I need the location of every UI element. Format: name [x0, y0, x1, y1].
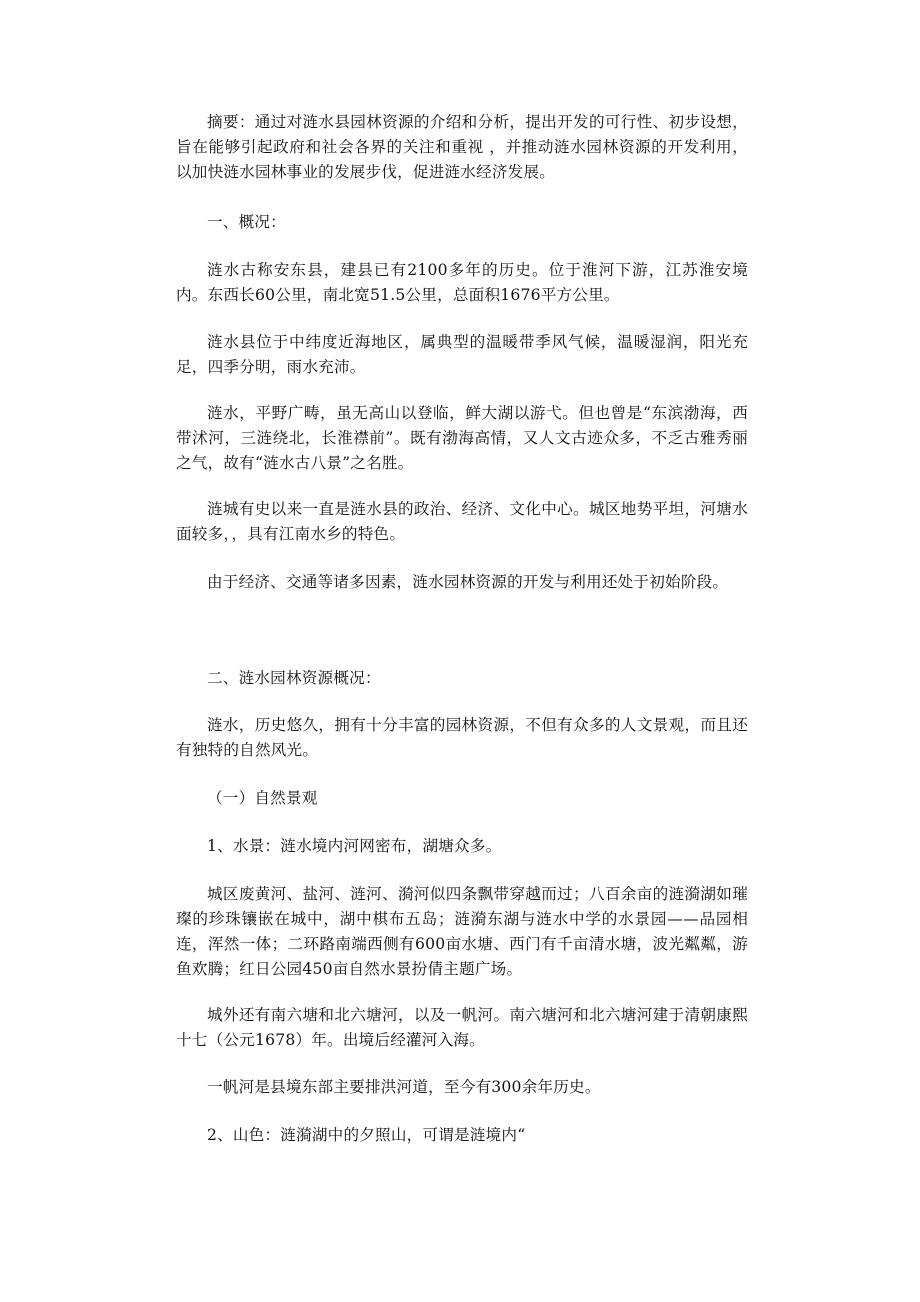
overview-paragraph-landscape: 涟水，平野广畴，虽无高山以登临，鲜大湖以游弋。但也曾是“东滨渤海，西带沭河，三涟绕北，长淮襟前”。既有渤海高情，又人文古迹众多，不乏古雅秀丽之气，故有“涟水古八景”之名胜。: [176, 404, 748, 472]
item-heading-mountain-scenery: 2、山色：涟漪湖中的夕照山，可谓是涟境内“: [207, 1126, 526, 1144]
resources-intro-paragraph: 涟水，历史悠久，拥有十分丰富的园林资源，不但有众多的人文景观，而且还有独特的自然风光。: [176, 716, 748, 759]
item-heading-water-scenery: 1、水景：涟水境内河网密布，湖塘众多。: [207, 837, 502, 855]
water-scenery-paragraph-city: 城区废黄河、盐河、涟河、漪河似四条飘带穿越而过；八百余亩的涟漪湖如璀璨的珍珠镶嵌在城中，湖中棋布五岛；涟漪东湖与涟水中学的水景园——品园相连，浑然一体；二环路南端西侧有600亩水塘、西门有千亩清水塘，波光粼粼，游鱼欢腾；红日公园450亩自然水景扮倩主题广场。: [176, 885, 748, 978]
water-scenery-paragraph-yifan-river: 一帆河是县境东部主要排洪河道，至今有300余年历史。: [207, 1078, 601, 1096]
overview-paragraph-history: 涟水古称安东县，建县已有2100多年的历史。位于淮河下游，江苏淮安境内。东西长60公里，南北宽51.5公里，总面积1676平方公里。: [176, 261, 748, 304]
overview-paragraph-city: 涟城有史以来一直是涟水县的政治、经济、文化中心。城区地势平坦，河塘水面较多，，具有江南水乡的特色。: [176, 500, 748, 543]
water-scenery-paragraph-rivers: 城外还有南六塘和北六塘河，以及一帆河。南六塘河和北六塘河建于清朝康熙十七（公元1678）年。出境后经灌河入海。: [176, 1006, 748, 1049]
overview-paragraph-climate: 涟水县位于中纬度近海地区，属典型的温暖带季风气候，温暖湿润，阳光充足，四季分明，雨水充沛。: [176, 333, 748, 376]
abstract-paragraph: 摘要：通过对涟水县园林资源的介绍和分析，提出开发的可行性、初步设想，旨在能够引起政府和社会各界的关注和重视 ，并推动涟水园林资源的开发利用，以加快涟水园林事业的发展步伐，促进涟水经济发展。: [176, 113, 748, 181]
section-heading-resources: 二、涟水园林资源概况：: [207, 669, 381, 687]
section-heading-overview: 一、概况：: [207, 213, 286, 231]
subsection-heading-natural-scenery: （一）自然景观: [207, 789, 318, 807]
overview-paragraph-development: 由于经济、交通等诸多因素，涟水园林资源的开发与利用还处于初始阶段。: [207, 573, 729, 591]
